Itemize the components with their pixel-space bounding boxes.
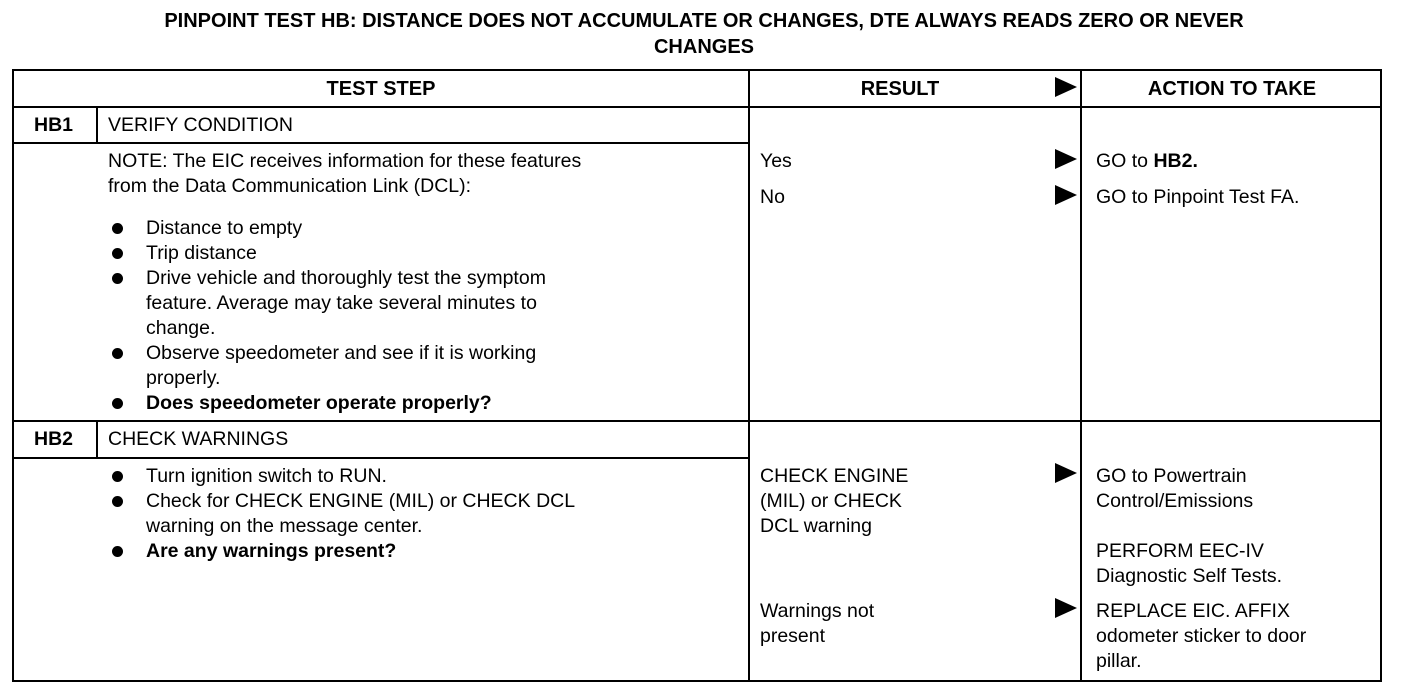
hb2-title-rule	[14, 457, 748, 459]
hb2-action-3-line-3: pillar.	[1096, 650, 1142, 672]
hb1-action-no: GO to Pinpoint Test FA.	[1096, 186, 1300, 208]
header-result: RESULT	[860, 78, 940, 100]
hb2-action-2-line-1: PERFORM EEC-IV	[1096, 540, 1264, 562]
hb1-step-id: HB1	[34, 114, 74, 136]
hb2-action-1-line-2: Control/Emissions	[1096, 490, 1254, 512]
hb2-action-3-line-2: odometer sticker to door	[1096, 625, 1307, 647]
bullet-icon	[112, 348, 123, 359]
header-test-step: TEST STEP	[326, 78, 436, 100]
arrow-icon	[1055, 598, 1077, 618]
hb1-action-yes-target: HB2.	[1153, 150, 1198, 172]
hb2-result-none-line-1: Warnings not	[760, 600, 875, 622]
step-id-divider-hb2	[96, 421, 98, 458]
list-item-continuation: feature. Average may take several minutes to	[146, 292, 537, 314]
bullet-icon	[112, 546, 123, 557]
step-id-divider-hb1	[96, 107, 98, 143]
hb2-result-warning-line-1: CHECK ENGINE	[760, 465, 909, 487]
hb2-step-id: HB2	[34, 428, 74, 450]
hb2-action-2-line-2: Diagnostic Self Tests.	[1096, 565, 1283, 587]
list-item-continuation: warning on the message center.	[146, 515, 423, 537]
page-title	[0, 8, 1408, 60]
bullet-icon	[112, 223, 123, 234]
list-item: Turn ignition switch to RUN.	[146, 465, 387, 487]
title-line-2: CHANGES	[653, 36, 754, 58]
list-item-continuation: properly.	[146, 367, 221, 389]
bullet-icon	[112, 273, 123, 284]
bullet-icon	[112, 496, 123, 507]
hb1-result-yes: Yes	[760, 150, 792, 172]
arrow-icon	[1055, 149, 1077, 169]
hb2-step-name: CHECK WARNINGS	[108, 428, 289, 450]
bullet-icon	[112, 248, 123, 259]
hb2-result-warning-line-3: DCL warning	[760, 515, 872, 537]
list-item: Trip distance	[146, 242, 257, 264]
hb2-action-1-line-1: GO to Powertrain	[1096, 465, 1247, 487]
hb1-action-yes	[1096, 149, 1198, 174]
hb1-note-line-1: NOTE: The EIC receives information for these features	[108, 150, 582, 172]
list-item-continuation: change.	[146, 317, 216, 339]
hb1-action-yes-prefix: GO to	[1096, 150, 1154, 172]
arrow-icon	[1055, 185, 1077, 205]
hb1-note-line-2: from the Data Communication Link (DCL):	[108, 175, 472, 197]
pinpoint-test-table	[12, 69, 1382, 682]
list-item-question: Are any warnings present?	[146, 540, 397, 562]
list-item-question: Does speedometer operate properly?	[146, 392, 492, 414]
hb2-action-3-line-1: REPLACE EIC. AFFIX	[1096, 600, 1290, 622]
hb1-title-rule	[14, 142, 748, 144]
hb2-result-none-line-2: present	[760, 625, 826, 647]
bullet-icon	[112, 471, 123, 482]
list-item: Distance to empty	[146, 217, 303, 239]
column-divider-result	[748, 71, 750, 680]
hb2-divider-rule	[14, 420, 1380, 422]
bullet-icon	[112, 398, 123, 409]
hb2-result-warning-line-2: (MIL) or CHECK	[760, 490, 902, 512]
hb1-result-no: No	[760, 186, 785, 208]
list-item: Check for CHECK ENGINE (MIL) or CHECK DCL	[146, 490, 576, 512]
title-line-1: PINPOINT TEST HB: DISTANCE DOES NOT ACCUMULATE OR CHANGES, DTE ALWAYS READS ZERO OR NEVER	[164, 10, 1244, 32]
header-arrow-icon	[1055, 77, 1077, 97]
list-item: Observe speedometer and see if it is working	[146, 342, 537, 364]
header-action: ACTION TO TAKE	[1147, 78, 1317, 100]
hb1-step-name: VERIFY CONDITION	[108, 114, 293, 136]
list-item: Drive vehicle and thoroughly test the symptom	[146, 267, 546, 289]
arrow-icon	[1055, 463, 1077, 483]
column-divider-action	[1080, 71, 1082, 680]
